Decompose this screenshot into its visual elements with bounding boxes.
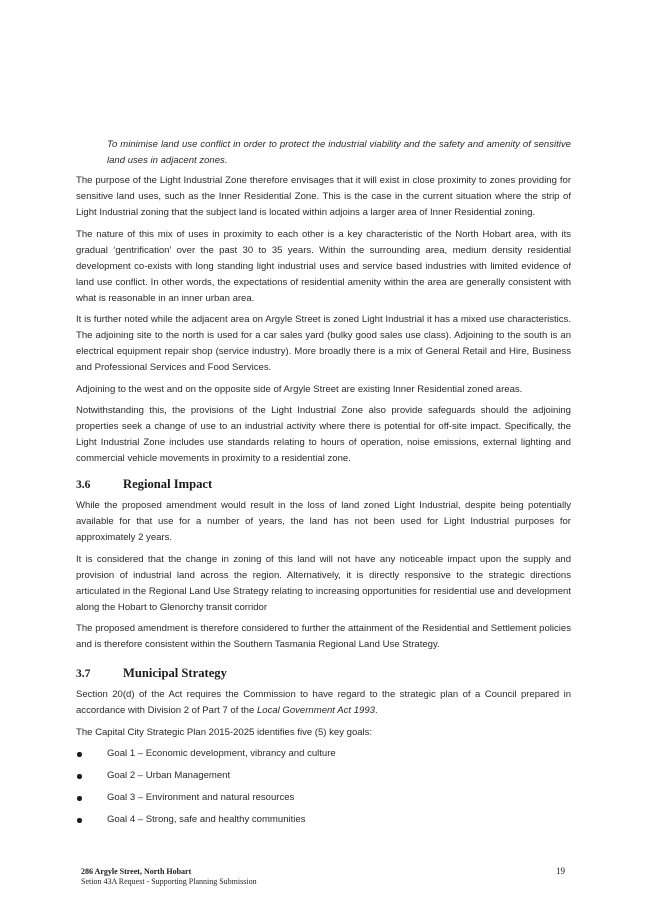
paragraph-section-20d: Section 20(d) of the Act requires the Commission to have regard to the strategic plan of a Council prepared in accordance with Division 2 of Part 7 of the Local Government Act 1993. [76,689,571,716]
bullet-icon [77,774,82,779]
page-footer [81,867,257,887]
page-number: 19 [556,866,565,876]
zone-purpose-quote: To minimise land use conflict in order to protect the industrial viability and the safety and amenity of sensitive land uses in adjacent zones. [107,139,571,166]
paragraph: The proposed amendment is therefore considered to further the attainment of the Residential and Settlement policies and is therefore consistent within the Southern Tasmania Regional Land Use Strategy. [76,623,571,650]
list-item: Goal 1 – Economic development, vibrancy and culture [76,746,571,768]
bullet-icon [77,796,82,801]
act-name: Local Government Act 1993 [256,705,375,716]
list-item: Goal 2 – Urban Management [76,768,571,790]
section-number: 3.6 [76,479,91,491]
paragraph: Notwithstanding this, the provisions of the Light Industrial Zone also provide safeguards should the adjoining properties seek a change of use to an industrial activity where there is potential for off-site impact. Specifically, the Light Industrial Zone includes use standards relating to hours of operation, noise emissions, external lighting and commercial vehicle movements in proximity to a residential zone. [76,405,571,464]
bullet-icon [77,818,82,823]
section-municipal-strategy [76,687,571,834]
section-heading-regional-impact [76,477,212,492]
paragraph: The purpose of the Light Industrial Zone therefore envisages that it will exist in close proximity to zones providing for sensitive land uses, such as the Inner Residential Zone. This is the case in the current situation where the strip of Light Industrial zoning that the subject land is located within adjoins a larger area of Inner Residential zoning. [76,175,571,218]
paragraph: The nature of this mix of uses in proximity to each other is a key characteristic of the North Hobart area, with its gradual ‘gentrification’ over the past 30 to 35 years. Within the surrounding area, medium density residential development co-exists with long standing light industrial uses and service based industries with limited evidence of land use conflict. In other words, the expectations of residential amenity within the area are generally consistent with what is reasonable in an inner urban area. [76,228,571,304]
paragraph-strategic-plan: The Capital City Strategic Plan 2015-2025 identifies five (5) key goals: [76,726,373,738]
footer-address: 286 Argyle Street, North Hobart [81,867,192,876]
bullet-icon [77,752,82,757]
footer-subtitle: Setion 43A Request - Supporting Planning Submission [81,877,257,886]
paragraph: Adjoining to the west and on the opposite side of Argyle Street are existing Inner Residential zoned areas. [76,383,523,395]
section-title: Regional Impact [123,477,213,491]
section-title: Municipal Strategy [123,666,227,680]
list-item: Goal 4 – Strong, safe and healthy communities [76,812,571,834]
paragraph: It is considered that the change in zoning of this land will not have any noticeable impact upon the supply and provision of industrial land across the region. Alternatively, it is directly responsive to the strategic directions articulated in the Regional Land Use Strategy relating to increasing opportunities for residential use and development along the Hobart to Glenorchy transit corridor [76,553,571,613]
section-number: 3.7 [76,668,91,680]
goals-list [76,746,571,834]
body-top [76,137,571,473]
section-heading-municipal-strategy [76,666,227,681]
paragraph: It is further noted while the adjacent area on Argyle Street is zoned Light Industrial it has a mixed use characteristics. The adjoining site to the north is used for a car sales yard (bulky good sales use class). Adjoining to the south is an electrical equipment repair shop (service industry). More broadly there is a mix of General Retail and Hire, Business and Professional Services and Food Services. [76,314,571,373]
paragraph: While the proposed amendment would result in the loss of land zoned Light Industrial, despite being potentially available for that use for a number of years, the land has not been used for Light Industrial purposes for approximately 2 years. [76,500,571,543]
list-item: Goal 3 – Environment and natural resources [76,790,571,812]
section-regional-impact [76,498,571,659]
